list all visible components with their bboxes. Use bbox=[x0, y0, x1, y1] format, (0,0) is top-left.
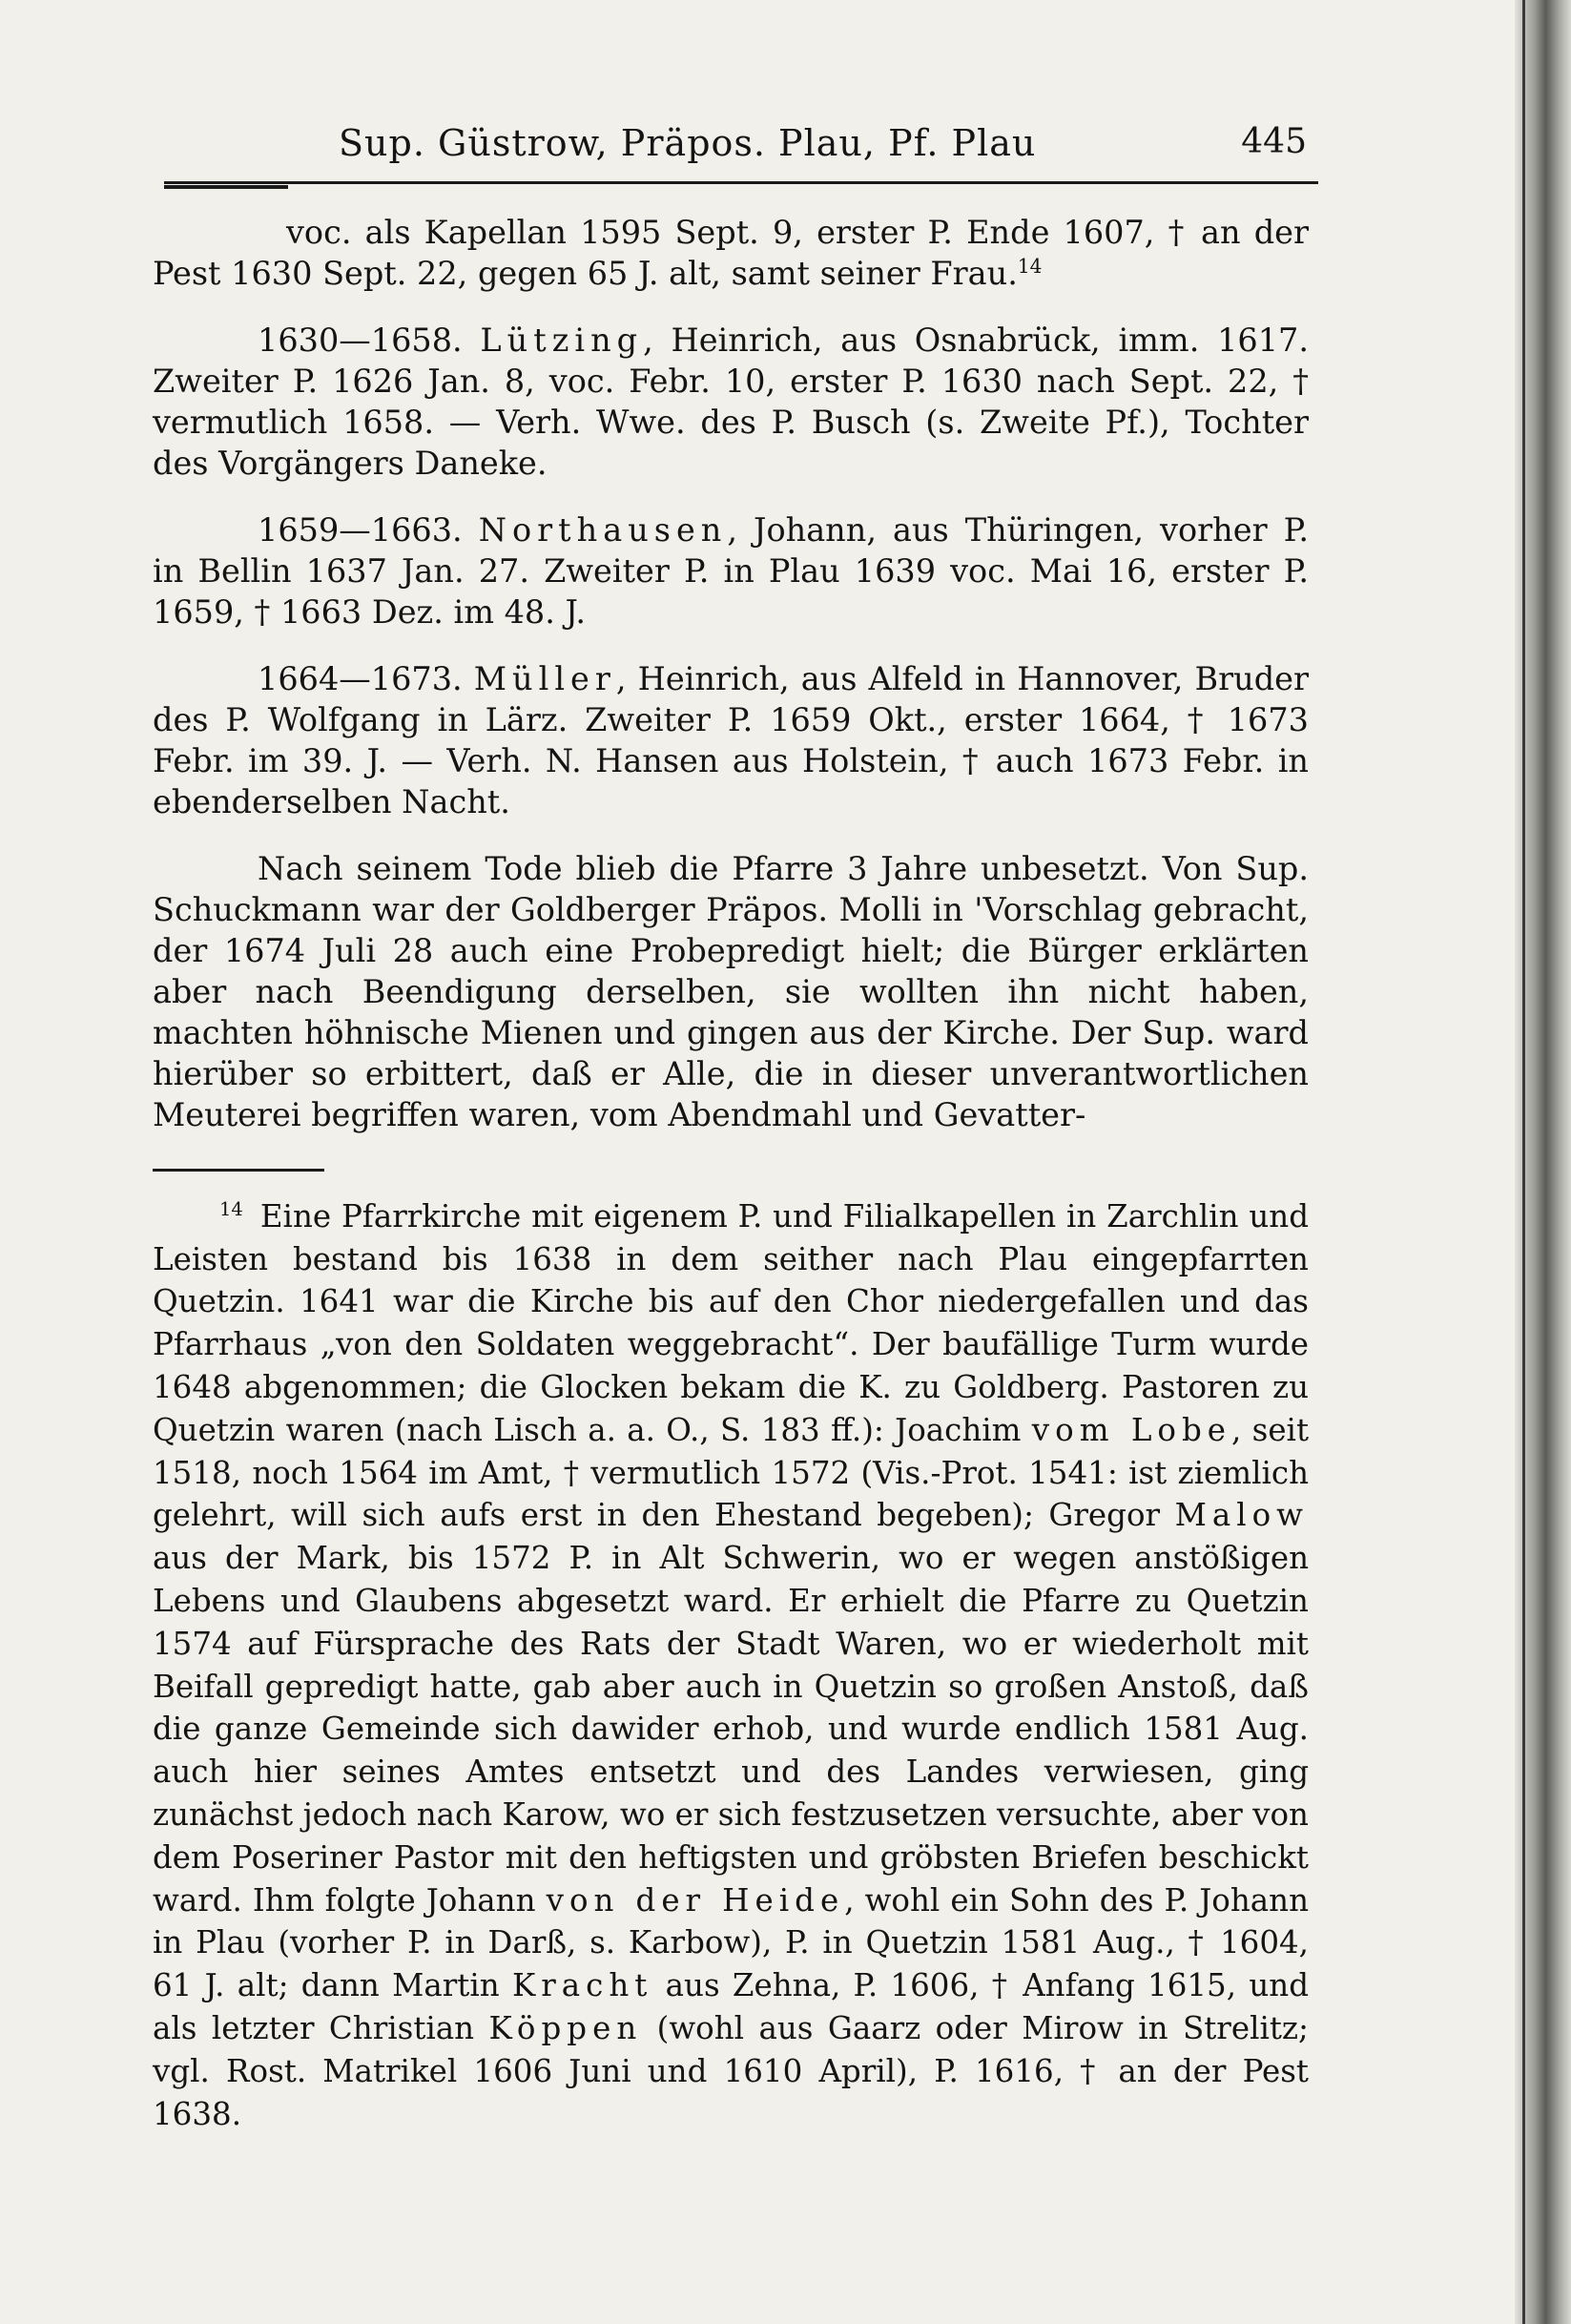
footnote-text: , wohl ein Sohn des P. Johann in Plau (vorher P. in Darß, s. Karbow), P. in Quetzin 1581 Aug., † 1604, 61 J. alt; dann Martin bbox=[153, 1881, 1309, 2004]
header-rule bbox=[164, 181, 1318, 184]
entry-name: Müller bbox=[473, 660, 616, 697]
pastor-entry-mueller bbox=[153, 658, 1309, 822]
footnote-name: Malow bbox=[1174, 1497, 1309, 1534]
pastor-entry-northausen bbox=[153, 509, 1309, 633]
main-text bbox=[153, 212, 1309, 1161]
footnote-name: vom Lobe bbox=[1031, 1411, 1232, 1448]
paragraph-continuation bbox=[153, 212, 1309, 294]
running-title: Sup. Güstrow, Präpos. Plau, Pf. Plau bbox=[339, 122, 1037, 164]
header-rule-accent bbox=[164, 185, 288, 189]
footnotes bbox=[153, 1189, 1309, 2135]
footnote-text: aus Zehna, P. 1606, † Anfang 1615, und als letzter Christian bbox=[153, 1967, 1310, 2046]
footnote-name: Kracht bbox=[511, 1967, 653, 2004]
footnote-text: Eine Pfarrkirche mit eigenem P. und Filialkapellen in Zarchlin und Leisten bestand bis 1638 in dem seither nach Plau eingepfarrten Quetzin. 1641 war die Kirche bis auf den Chor niedergefallen und das Pfarrhaus „von den Soldaten weggebracht“. Der baufällige Turm wurde 1648 abgenommen; die Glocken bekam die K. zu Goldberg. Pastoren zu Quetzin waren (nach Lisch a. a. O., S. 183 ff.): Joachim bbox=[153, 1197, 1309, 1448]
entry-years: 1630—1658. bbox=[258, 322, 463, 359]
entry-years: 1664—1673. bbox=[258, 660, 463, 697]
footnote-name: Köppen bbox=[488, 2009, 643, 2046]
entry-text: , Johann, aus Thüringen, vorher P. in Bellin 1637 Jan. 27. Zweiter P. in Plau 1639 voc. Mai 16, erster P. 1659, † 1663 Dez. im 48. J. bbox=[153, 511, 1309, 631]
footnote-14 bbox=[153, 1189, 1309, 2135]
footnote-text: (wohl aus Gaarz oder Mirow in Strelitz; vgl. Rost. Matrikel 1606 Juni und 1610 April), P. 1616, † an der Pest 1638. bbox=[153, 2009, 1309, 2132]
entry-text: , Heinrich, aus Osnabrück, imm. 1617. Zweiter P. 1626 Jan. 8, voc. Febr. 10, erster P. 1630 nach Sept. 22, † vermutlich 1658. — Verh. Wwe. des P. Busch (s. Zweite Pf.), Tochter des Vorgängers Daneke. bbox=[153, 322, 1309, 482]
book-spine-edge bbox=[1522, 0, 1525, 2324]
entry-name: Lützing bbox=[480, 322, 644, 359]
footnote-reference: 14 bbox=[1017, 254, 1043, 278]
entry-name: Northausen bbox=[478, 511, 728, 549]
pastor-entry-luetzing bbox=[153, 320, 1309, 484]
footnote-separator bbox=[153, 1169, 324, 1172]
page-header bbox=[167, 122, 1316, 179]
footnote-number: 14 bbox=[219, 1198, 243, 1220]
footnote-text: aus der Mark, bis 1572 P. in Alt Schwerin, wo er wegen anstößigen Lebens und Glaubens abgesetzt ward. Er erhielt die Pfarre zu Quetzin 1574 auf Fürsprache des Rats der Stadt Waren, wo er wiederholt mit Beifall gepredigt hatte, gab aber auch in Quetzin so großen Anstoß, daß die ganze Gemeinde sich dawider erhob, und wurde endlich 1581 Aug. auch hier seines Amtes entsetzt und des Landes verwiesen, ging zunächst jedoch nach Karow, wo er sich festzusetzen versuchte, aber von dem Poseriner Pastor mit den heftigsten und gröbsten Briefen beschickt ward. Ihm folgte Johann bbox=[153, 1540, 1309, 1919]
footnote-text: , seit 1518, noch 1564 im Amt, † vermutlich 1572 (Vis.-Prot. 1541: ist ziemlich gelehrt, will sich aufs erst in den Ehestand begeben); Gregor bbox=[153, 1411, 1310, 1534]
paragraph-text: voc. als Kapellan 1595 Sept. 9, erster P. Ende 1607, † an der Pest 1630 Sept. 22, gegen 65 J. alt, samt seiner Frau. bbox=[153, 214, 1309, 292]
entry-text: , Heinrich, aus Alfeld in Hannover, Bruder des P. Wolfgang in Lärz. Zweiter P. 1659 Okt., erster 1664, † 1673 Febr. im 39. J. — Verh. N. Hansen aus Holstein, † auch 1673 Febr. in ebenderselben Nacht. bbox=[153, 660, 1309, 820]
paragraph-vacancy: Nach seinem Tode blieb die Pfarre 3 Jahre unbesetzt. Von Sup. Schuckmann war der Goldberger Präpos. Molli in 'Vorschlag gebracht, der 1674 Juli 28 auch eine Probepredigt hielt; die Bürger erklärten aber nach Beendigung derselben, sie wollten ihn nicht haben, machten höhnische Mienen und gingen aus der Kirche. Der Sup. ward hierüber so erbittert, daß er Alle, die in dieser unverantwortlichen Meuterei begriffen waren, vom Abendmahl und Gevatter- bbox=[153, 850, 1309, 1133]
page-number: 445 bbox=[1241, 122, 1307, 161]
footnote-name: von der Heide bbox=[546, 1881, 845, 1919]
entry-years: 1659—1663. bbox=[258, 511, 463, 549]
